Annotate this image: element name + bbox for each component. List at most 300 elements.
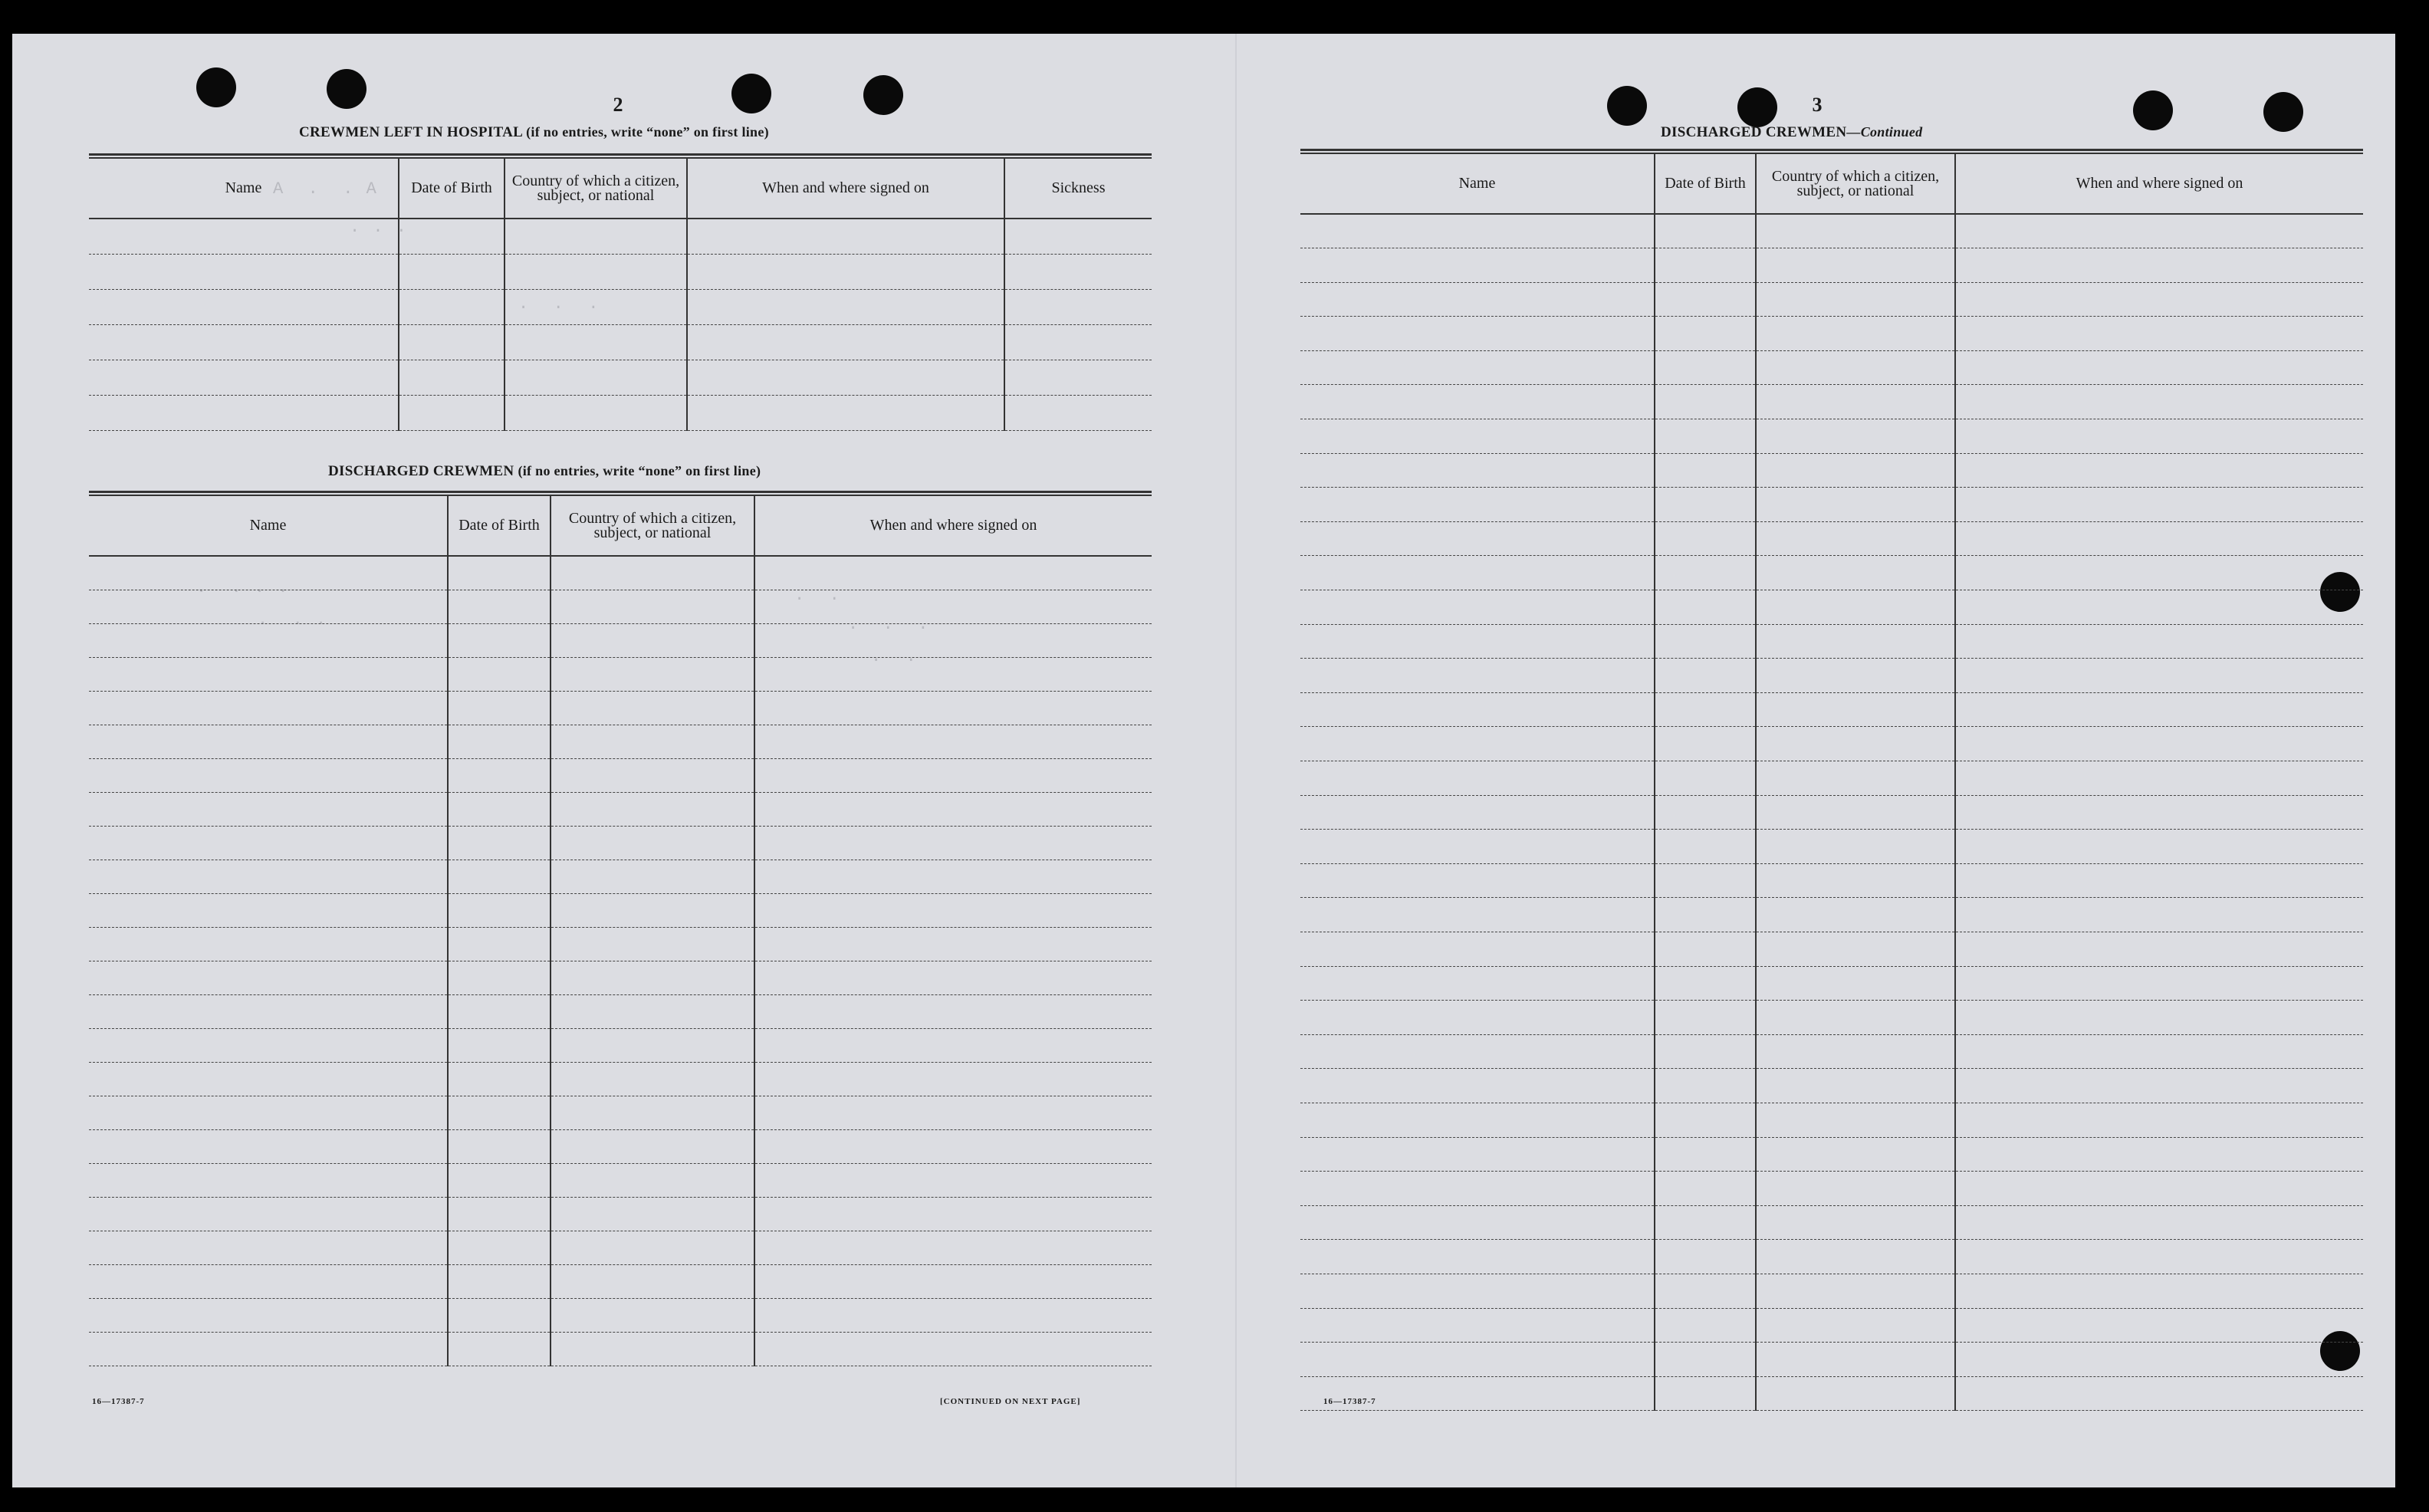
table-cell: [1004, 289, 1152, 324]
table-row: [1300, 1274, 2363, 1308]
table-cell: [1300, 830, 1655, 864]
table-cell: [1955, 1274, 2363, 1308]
table-cell: [1955, 1034, 2363, 1069]
table-cell: [1300, 1069, 1655, 1103]
table-cell: [89, 289, 399, 324]
table-cell: [1756, 898, 1955, 932]
col-signed-header: When and where signed on: [687, 159, 1004, 219]
table-cell: [1756, 488, 1955, 522]
table-cell: [89, 1332, 448, 1366]
col-dob-header: Date of Birth: [399, 159, 505, 219]
table-cell: [551, 994, 754, 1028]
table-cell: [505, 324, 687, 360]
table-cell: [1955, 659, 2363, 693]
punch-hole: [1737, 87, 1777, 127]
table-cell: [89, 1264, 448, 1298]
table-cell: [1655, 863, 1756, 898]
table-row: [89, 590, 1152, 623]
table-cell: [551, 725, 754, 758]
table-row: [1300, 727, 2363, 761]
table-cell: [89, 254, 399, 289]
table-cell: [1756, 1274, 1955, 1308]
table-cell: [1756, 1137, 1955, 1172]
table-cell: [448, 1163, 551, 1197]
table-cell: [1300, 1001, 1655, 1035]
table-cell: [754, 758, 1152, 792]
table-cell: [754, 725, 1152, 758]
table-cell: [1655, 317, 1756, 351]
table-cell: [754, 1129, 1152, 1163]
table-cell: [448, 691, 551, 725]
table-cell: [551, 1264, 754, 1298]
table-cell: [89, 219, 399, 254]
table-cell: [1300, 488, 1655, 522]
table-cell: [1655, 1172, 1756, 1206]
table-cell: [1955, 624, 2363, 659]
punch-hole: [327, 69, 366, 109]
table-cell: [1955, 317, 2363, 351]
table-cell: [89, 961, 448, 994]
table-cell: [1756, 385, 1955, 419]
table-cell: [1955, 1069, 2363, 1103]
table-cell: [505, 254, 687, 289]
table-cell: [505, 289, 687, 324]
table-cell: [399, 254, 505, 289]
table-cell: [687, 360, 1004, 395]
continued-label: —Continued: [1846, 124, 1923, 140]
table-row: [89, 927, 1152, 961]
table-row: [1300, 1103, 2363, 1137]
table-cell: [1955, 590, 2363, 625]
table-cell: [1300, 1034, 1655, 1069]
table-cell: [1756, 556, 1955, 590]
table-cell: [1004, 324, 1152, 360]
table-cell: [1655, 727, 1756, 761]
table-cell: [89, 395, 399, 430]
table-row: [1300, 1240, 2363, 1274]
table-row: [89, 1197, 1152, 1231]
table-cell: [1955, 692, 2363, 727]
table-row: [89, 1163, 1152, 1197]
table-row: [89, 758, 1152, 792]
table-cell: [1300, 556, 1655, 590]
table-row: [1300, 350, 2363, 385]
table-cell: [89, 792, 448, 826]
table-row: [89, 725, 1152, 758]
table-row: [1300, 1137, 2363, 1172]
table-cell: [551, 1062, 754, 1096]
table-cell: [89, 324, 399, 360]
table-cell: [1756, 1308, 1955, 1343]
table-cell: [1655, 350, 1756, 385]
table-cell: [89, 1062, 448, 1096]
discharged-title-text: DISCHARGED CREWMEN: [328, 463, 514, 479]
table-cell: [448, 1332, 551, 1366]
table-cell: [89, 1163, 448, 1197]
table-cell: [448, 792, 551, 826]
table-cell: [1756, 727, 1955, 761]
table-cell: [1655, 248, 1756, 283]
table-cell: [1756, 521, 1955, 556]
table-cell: [448, 1231, 551, 1264]
table-cell: [448, 826, 551, 860]
table-cell: [1955, 385, 2363, 419]
table-cell: [1756, 863, 1955, 898]
table-cell: [1955, 214, 2363, 248]
table-cell: [754, 1197, 1152, 1231]
table-cell: [1655, 898, 1756, 932]
table-row: [1300, 1034, 2363, 1069]
form-number: 16—17387-7: [92, 1397, 145, 1406]
double-rule: [89, 153, 1152, 159]
table-row: [89, 1264, 1152, 1298]
table-cell: [1655, 419, 1756, 454]
table-cell: [89, 758, 448, 792]
table-cell: [399, 324, 505, 360]
table-cell: [1756, 350, 1955, 385]
table-cell: [1655, 966, 1756, 1001]
table-cell: [1955, 830, 2363, 864]
table-cell: [1300, 282, 1655, 317]
continued-note: [CONTINUED ON NEXT PAGE]: [940, 1397, 1081, 1406]
table-cell: [1004, 395, 1152, 430]
table-cell: [89, 590, 448, 623]
table-cell: [1756, 590, 1955, 625]
table-cell: [1756, 659, 1955, 693]
table-cell: [448, 893, 551, 927]
bleed-through-mark: . . .: [258, 610, 328, 629]
table-cell: [1004, 254, 1152, 289]
table-row: [89, 324, 1152, 360]
table-cell: [89, 1231, 448, 1264]
table-cell: [1655, 1069, 1756, 1103]
table-cell: [1655, 932, 1756, 966]
table-cell: [551, 1231, 754, 1264]
col-signed-header: When and where signed on: [1955, 154, 2363, 214]
table-cell: [448, 1028, 551, 1062]
page-number: 3: [1812, 94, 1823, 116]
table-row: [89, 1298, 1152, 1332]
table-cell: [754, 860, 1152, 893]
col-dob-header: Date of Birth: [1655, 154, 1756, 214]
table-cell: [399, 395, 505, 430]
hospital-table: [89, 159, 1152, 431]
table-cell: [754, 691, 1152, 725]
table-row: [1300, 1001, 2363, 1035]
table-row: [1300, 590, 2363, 625]
bleed-through-mark: A . . A: [273, 179, 378, 199]
table-row: [89, 826, 1152, 860]
table-cell: [1655, 488, 1756, 522]
table-cell: [687, 324, 1004, 360]
table-cell: [754, 826, 1152, 860]
table-cell: [1756, 966, 1955, 1001]
table-cell: [448, 961, 551, 994]
table-row: [1300, 863, 2363, 898]
table-cell: [89, 360, 399, 395]
table-cell: [1300, 1172, 1655, 1206]
table-cell: [1300, 1274, 1655, 1308]
table-row: [1300, 624, 2363, 659]
table-cell: [1300, 453, 1655, 488]
form-number: 16—17387-7: [1323, 1397, 1376, 1406]
table-cell: [89, 826, 448, 860]
table-cell: [551, 590, 754, 623]
table-cell: [1655, 1376, 1756, 1411]
table-cell: [448, 927, 551, 961]
table-row: [89, 691, 1152, 725]
table-cell: [1955, 966, 2363, 1001]
table-row: [1300, 1376, 2363, 1411]
table-cell: [1300, 385, 1655, 419]
table-cell: [1655, 692, 1756, 727]
table-cell: [1300, 1308, 1655, 1343]
table-cell: [551, 893, 754, 927]
table-row: [1300, 932, 2363, 966]
table-cell: [1955, 248, 2363, 283]
table-cell: [551, 556, 754, 590]
table-row: [89, 360, 1152, 395]
discharged-cont-title: [1661, 124, 1922, 141]
table-row: [1300, 1172, 2363, 1206]
bleed-through-mark: . .: [794, 586, 841, 605]
table-cell: [551, 691, 754, 725]
table-cell: [1655, 453, 1756, 488]
table-cell: [1955, 282, 2363, 317]
table-cell: [448, 657, 551, 691]
table-cell: [89, 623, 448, 657]
table-cell: [1300, 214, 1655, 248]
table-cell: [687, 219, 1004, 254]
table-cell: [551, 1028, 754, 1062]
table-cell: [687, 254, 1004, 289]
center-fold: [1235, 34, 1237, 1487]
table-cell: [1756, 1376, 1955, 1411]
table-cell: [1756, 1172, 1955, 1206]
table-cell: [89, 927, 448, 961]
table-row: [1300, 1308, 2363, 1343]
table-cell: [1300, 1103, 1655, 1137]
table-cell: [1300, 727, 1655, 761]
discharged-cont-title-text: DISCHARGED CREWMEN: [1661, 124, 1847, 140]
table-cell: [754, 1028, 1152, 1062]
table-row: [1300, 248, 2363, 283]
table-cell: [1300, 932, 1655, 966]
table-cell: [1300, 419, 1655, 454]
table-cell: [1955, 932, 2363, 966]
table-cell: [505, 360, 687, 395]
table-row: [1300, 1205, 2363, 1240]
table-row: [1300, 521, 2363, 556]
table-row: [89, 893, 1152, 927]
table-cell: [754, 1332, 1152, 1366]
table-cell: [754, 927, 1152, 961]
table-cell: [551, 961, 754, 994]
table-cell: [551, 927, 754, 961]
table-row: [89, 961, 1152, 994]
table-cell: [1300, 248, 1655, 283]
hospital-instruction: (if no entries, write “none” on first line): [526, 124, 769, 140]
table-cell: [399, 219, 505, 254]
table-cell: [1756, 1069, 1955, 1103]
discharged-table: [89, 496, 1152, 1366]
table-row: [89, 395, 1152, 430]
table-cell: [399, 360, 505, 395]
table-cell: [551, 792, 754, 826]
table-cell: [448, 758, 551, 792]
table-cell: [1756, 1205, 1955, 1240]
table-cell: [1655, 1343, 1756, 1377]
table-cell: [1655, 1103, 1756, 1137]
punch-hole: [1607, 86, 1647, 126]
table-cell: [448, 556, 551, 590]
table-cell: [1756, 419, 1955, 454]
table-cell: [399, 289, 505, 324]
hospital-title-text: CREWMEN LEFT IN HOSPITAL: [299, 124, 523, 140]
table-cell: [551, 623, 754, 657]
table-cell: [1955, 795, 2363, 830]
table-row: [89, 792, 1152, 826]
bleed-through-mark: . . .: [518, 294, 600, 314]
table-cell: [754, 994, 1152, 1028]
table-cell: [1756, 1034, 1955, 1069]
table-row: [1300, 692, 2363, 727]
table-row: [1300, 1069, 2363, 1103]
table-cell: [1655, 830, 1756, 864]
col-country-header: Country of which a citizen, subject, or national: [505, 159, 687, 219]
table-cell: [89, 994, 448, 1028]
table-cell: [448, 623, 551, 657]
table-cell: [551, 860, 754, 893]
table-cell: [1756, 932, 1955, 966]
table-row: [1300, 830, 2363, 864]
table-cell: [448, 1298, 551, 1332]
table-cell: [1756, 248, 1955, 283]
table-cell: [1300, 966, 1655, 1001]
table-cell: [551, 1332, 754, 1366]
table-cell: [551, 826, 754, 860]
table-cell: [754, 1062, 1152, 1096]
table-row: [1300, 556, 2363, 590]
table-cell: [754, 792, 1152, 826]
page-number: 2: [613, 94, 623, 116]
table-cell: [1955, 1001, 2363, 1035]
table-row: [89, 860, 1152, 893]
table-cell: [1300, 761, 1655, 796]
table-row: [89, 219, 1152, 254]
table-cell: [1655, 1001, 1756, 1035]
col-name-header: Name: [89, 496, 448, 556]
table-cell: [551, 657, 754, 691]
bleed-through-mark: . . . .: [196, 578, 290, 597]
punch-hole: [2263, 92, 2303, 132]
table-cell: [1655, 795, 1756, 830]
table-cell: [1955, 863, 2363, 898]
table-cell: [89, 657, 448, 691]
table-cell: [1756, 1001, 1955, 1035]
table-cell: [754, 893, 1152, 927]
table-cell: [1004, 360, 1152, 395]
table-row: [1300, 659, 2363, 693]
table-row: [89, 1231, 1152, 1264]
table-cell: [89, 860, 448, 893]
table-cell: [551, 1163, 754, 1197]
table-cell: [1955, 350, 2363, 385]
double-rule: [89, 491, 1152, 496]
table-row: [1300, 419, 2363, 454]
table-row: [89, 657, 1152, 691]
table-cell: [1655, 282, 1756, 317]
table-row: [89, 994, 1152, 1028]
table-row: [89, 1062, 1152, 1096]
table-cell: [1655, 556, 1756, 590]
table-cell: [687, 289, 1004, 324]
table-cell: [89, 1096, 448, 1129]
table-row: [89, 289, 1152, 324]
discharged-section-title: [328, 463, 761, 480]
table-cell: [1300, 1343, 1655, 1377]
table-cell: [89, 1129, 448, 1163]
table-cell: [551, 1096, 754, 1129]
table-cell: [1655, 385, 1756, 419]
hospital-rows: [89, 219, 1152, 430]
table-cell: [754, 556, 1152, 590]
table-cell: [1955, 761, 2363, 796]
table-cell: [1955, 1308, 2363, 1343]
table-cell: [505, 395, 687, 430]
table-cell: [754, 1298, 1152, 1332]
table-cell: [448, 1129, 551, 1163]
col-sickness-header: Sickness: [1004, 159, 1152, 219]
table-cell: [1655, 1308, 1756, 1343]
table-cell: [754, 1231, 1152, 1264]
table-cell: [1655, 1274, 1756, 1308]
table-row: [1300, 898, 2363, 932]
table-cell: [1300, 521, 1655, 556]
table-cell: [1955, 453, 2363, 488]
table-cell: [1756, 282, 1955, 317]
table-row: [1300, 488, 2363, 522]
punch-hole: [731, 74, 771, 113]
table-cell: [89, 1028, 448, 1062]
table-cell: [1955, 727, 2363, 761]
table-cell: [1004, 219, 1152, 254]
table-cell: [1300, 1240, 1655, 1274]
table-row: [1300, 385, 2363, 419]
table-cell: [1655, 521, 1756, 556]
table-row: [1300, 317, 2363, 351]
table-cell: [448, 590, 551, 623]
table-cell: [1655, 624, 1756, 659]
bleed-through-mark: . .: [871, 647, 918, 666]
table-cell: [89, 1197, 448, 1231]
col-country-header: Country of which a citizen, subject, or national: [1756, 154, 1955, 214]
table-cell: [754, 1264, 1152, 1298]
table-row: [89, 1332, 1152, 1366]
table-cell: [89, 691, 448, 725]
table-row: [1300, 214, 2363, 248]
table-cell: [1756, 624, 1955, 659]
table-row: [89, 254, 1152, 289]
table-cell: [1655, 1137, 1756, 1172]
table-cell: [754, 623, 1152, 657]
table-cell: [1955, 898, 2363, 932]
table-cell: [448, 1264, 551, 1298]
col-signed-header: When and where signed on: [754, 496, 1152, 556]
discharged-instruction: (if no entries, write “none” on first line): [518, 463, 761, 478]
col-country-header: Country of which a citizen, subject, or national: [551, 496, 754, 556]
table-cell: [1756, 795, 1955, 830]
